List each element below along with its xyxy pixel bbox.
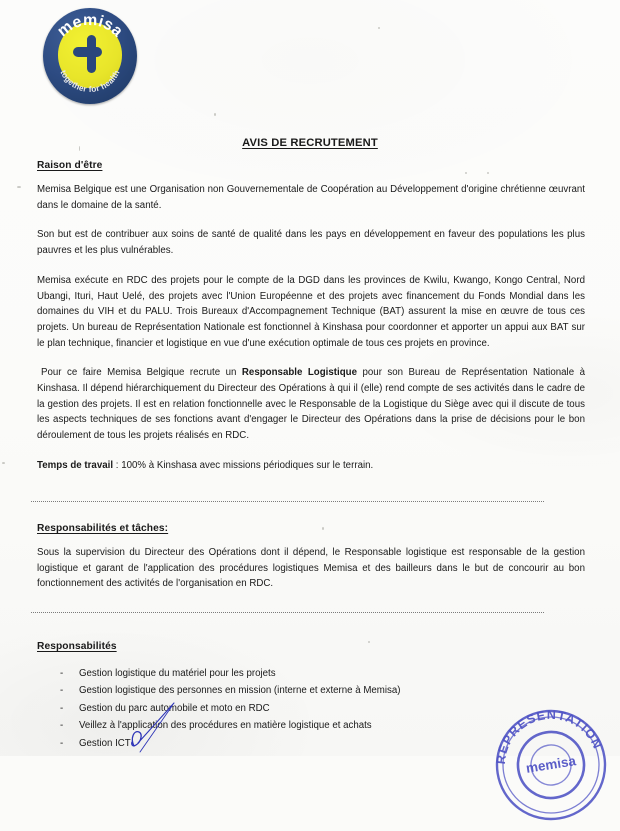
working-time-value: : 100% à Kinshasa avec missions périodiques sur le terrain. xyxy=(113,459,374,471)
bullet-marker: - xyxy=(60,685,64,697)
bullet-marker: - xyxy=(60,737,64,749)
logo-brand-text: memisa xyxy=(54,11,126,41)
svg-text:together for health xyxy=(58,69,121,94)
bullet-marker: - xyxy=(60,720,64,732)
list-item-label: Gestion logistique des personnes en mission (interne et externe à Memisa) xyxy=(79,685,401,697)
section-responsibilities-tasks xyxy=(37,523,585,592)
logo-text xyxy=(43,8,137,104)
document-body xyxy=(37,160,585,474)
paragraph-recruitment xyxy=(37,365,585,444)
logo-tagline-text: together for health xyxy=(58,68,122,95)
page-title: AVIS DE RECRUTEMENT xyxy=(242,137,378,149)
section-heading-responsabilites-taches: Responsabilités et tâches: xyxy=(37,523,169,534)
svg-text:memisa xyxy=(54,12,126,40)
list-item-label: Gestion ICT xyxy=(79,737,131,749)
list-item-label: Veillez à l'application des procédures en matière logistique et achats xyxy=(79,720,372,732)
recruitment-text-after: pour son Bureau de Représentation Nationale à Kinshasa. Il dépend hiérarchiquement du Directeur des Opérations à qui il (elle) rend compte de ses activités dans le cadre de la gestion des projets. Il est en relation fonctionnelle avec le Responsable de la Logistique du Siège avec qui il discute de tous les aspects techniques de ses fonctions avant d'engager le Directeur des Opérations dans la prise de décisions pour le bon déroulement de tous les projets réalisés en RDC. xyxy=(37,367,585,442)
scan-speck xyxy=(214,113,216,116)
paragraph-projects: Memisa exécute en RDC des projets pour le compte de la DGD dans les provinces de Kwilu, Kwango, Kongo Central, Nord Ubangi, Ituri, Haut Uelé, des projets avec l'Union Européenne et des projets avec financement du Fonds Mondial dans les domaines du VIH et du PALU. Trois Bureaux d'Accompagnement Technique (BAT) assurent la mise en œuvre de tous ces projets. Un bureau de Représentation Nationale est fonctionnel à Kinshasa pour coordonner et apporter un appui aux BAT sur le plan technique, financier et logistique en vue d'une exécution optimale de tous ces projets en province. xyxy=(37,274,585,349)
stamp-outer-label: REPRESENTATION xyxy=(493,707,605,765)
list-item xyxy=(37,665,585,682)
list-item-label: Gestion logistique du matériel pour les projets xyxy=(79,668,276,679)
official-stamp xyxy=(485,699,618,831)
list-item-label: Gestion du parc automobile et moto en RDC xyxy=(79,702,270,714)
section-heading-responsabilites: Responsabilités xyxy=(37,641,117,652)
scan-speck xyxy=(2,462,5,464)
divider-top xyxy=(31,501,544,502)
working-time-label: Temps de travail xyxy=(37,459,114,471)
dotted-rule xyxy=(31,612,544,613)
dotted-rule xyxy=(31,501,544,502)
scan-speck xyxy=(17,186,21,188)
divider-bottom xyxy=(31,612,544,613)
stamp-inner-label: memisa xyxy=(524,753,577,776)
paragraph-working-time xyxy=(37,458,585,474)
section-heading-raison-detre: Raison d'être xyxy=(37,160,103,171)
paragraph-responsibilities-overview: Sous la supervision du Directeur des Opérations dont il dépend, le Responsable logistique est responsable de la gestion logistique et garant de l'application des procédures logistiques Memisa et des bailleurs dans le but de concourir au bon fonctionnement des activités de l'organisation en RDC. xyxy=(37,547,585,590)
bullet-marker: - xyxy=(60,668,64,679)
paragraph-mission: Memisa Belgique est une Organisation non Gouvernementale de Coopération au Développement d'origine chrétienne œuvrant dans le domaine de la santé. xyxy=(37,184,585,211)
list-item xyxy=(37,682,585,699)
scan-speck xyxy=(378,27,380,29)
paragraph-goal: Son but est de contribuer aux soins de santé de qualité dans les pays en développement en faveur des populations les plus pauvres et les plus vulnérables. xyxy=(37,229,585,257)
recruitment-text-before: Pour ce faire Memisa Belgique recrute un xyxy=(41,367,242,379)
memisa-logo xyxy=(43,8,137,104)
job-title-emphasis: Responsable Logistique xyxy=(241,367,358,379)
bullet-marker: - xyxy=(60,702,64,714)
